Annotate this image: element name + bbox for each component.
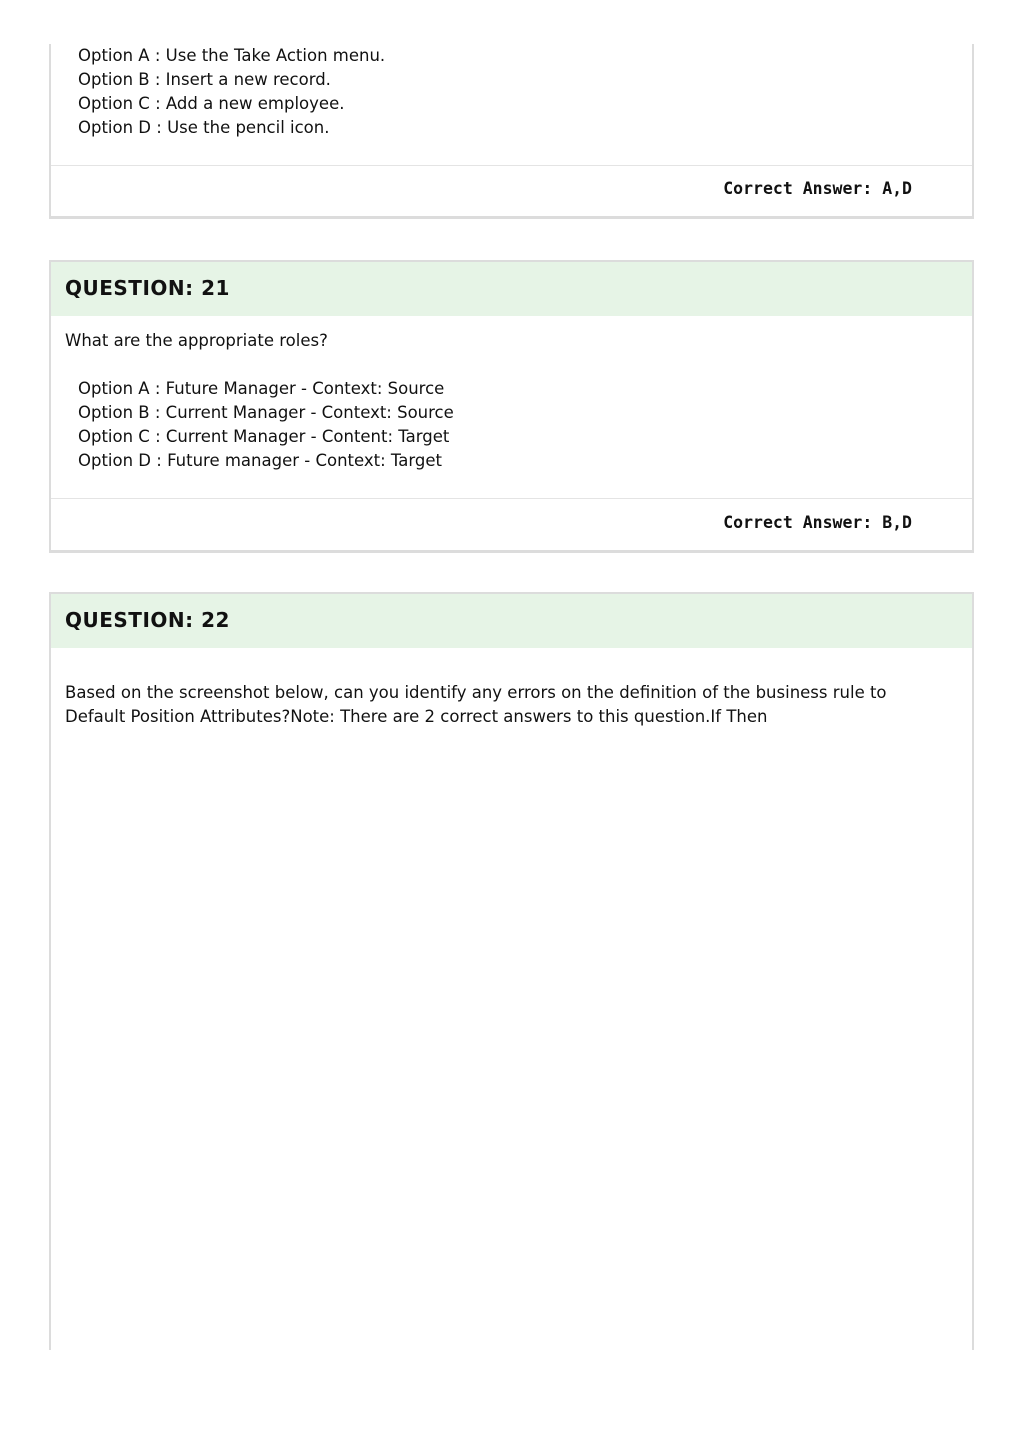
question-20-options: [78, 44, 385, 140]
question-21-card: [49, 260, 974, 553]
option-a: Option A : Use the Take Action menu.: [78, 46, 386, 65]
question-text: Based on the screenshot below, can you identify any errors on the definition of the business rule to Default Position Attributes?Note: There are 2 correct answers to this question.If Then: [65, 683, 887, 726]
option-a: Option A : Future Manager - Context: Source: [78, 379, 445, 398]
question-22-card: [49, 592, 974, 1350]
option-d: Option D : Future manager - Context: Target: [78, 451, 442, 470]
question-title: QUESTION: 21: [65, 276, 230, 300]
question-21-options: [78, 377, 454, 473]
correct-answer: Correct Answer: A,D: [723, 179, 912, 198]
divider: [51, 498, 972, 499]
question-title: QUESTION: 22: [65, 608, 230, 632]
option-b: Option B : Current Manager - Context: Source: [78, 403, 454, 422]
option-b: Option B : Insert a new record.: [78, 70, 331, 89]
option-d: Option D : Use the pencil icon.: [78, 118, 330, 137]
question-header: [51, 594, 972, 648]
option-c: Option C : Add a new employee.: [78, 94, 345, 113]
correct-answer: Correct Answer: B,D: [723, 513, 912, 532]
question-text: What are the appropriate roles?: [65, 331, 328, 350]
option-c: Option C : Current Manager - Content: Target: [78, 427, 450, 446]
question-header: [51, 262, 972, 316]
question-20-card: [49, 44, 974, 219]
divider: [51, 165, 972, 166]
